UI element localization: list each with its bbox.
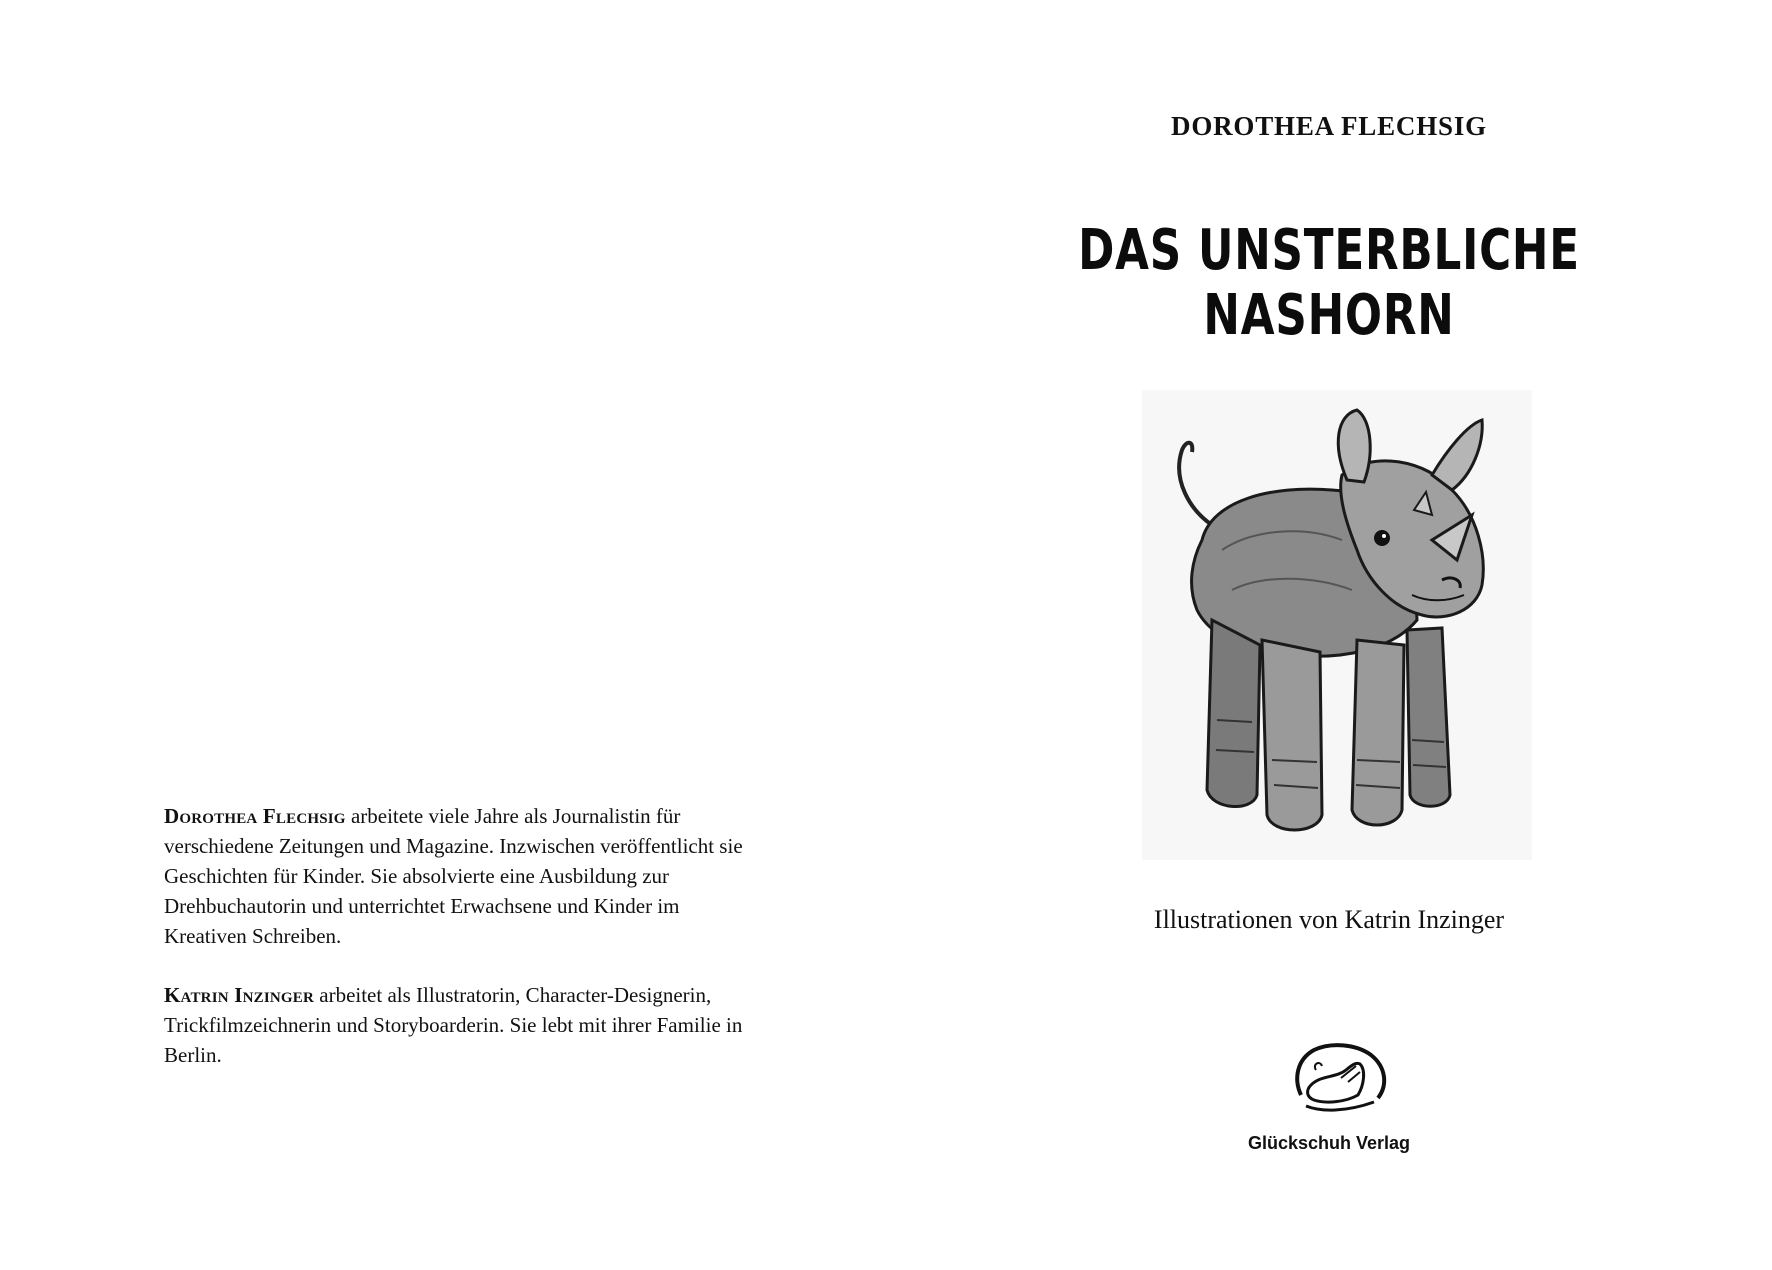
illustrator-credit: Illustrationen von Katrin Inzinger [1153,905,1505,934]
author-bio [164,801,764,951]
publisher-name: Glückschuh Verlag [1247,1133,1411,1153]
author-bio-name: Dorothea Flechsig [164,804,346,828]
illustrator-bio-text: arbeitet als Illustratorin, Character-Designerin, Trickfilmzeichnerin und Storyboarderin. Sie lebt mit ihrer Familie in Berlin. [164,983,743,1067]
illustrator-bio [164,980,764,1070]
author-bio-text: arbeitete viele Jahre als Journalistin für verschiedene Zeitungen und Magazine. Inzwischen veröffentlicht sie Geschichten für Kinder. Sie absolvierte eine Ausbildung zur Drehbuchautorin und unterrichtet Erwachsene und Kinder im Kreativen Schreiben. [164,804,743,948]
rhinoceros-illustration [1142,390,1532,860]
illustrator-bio-name: Katrin Inzinger [164,983,314,1007]
lucky-shoe-logo-icon [1286,1040,1396,1120]
book-title: DAS UNSTERBLICHE NASHORN [1078,218,1580,348]
author-name: DOROTHEA FLECHSIG [1171,111,1487,141]
right-page [886,0,1772,1270]
